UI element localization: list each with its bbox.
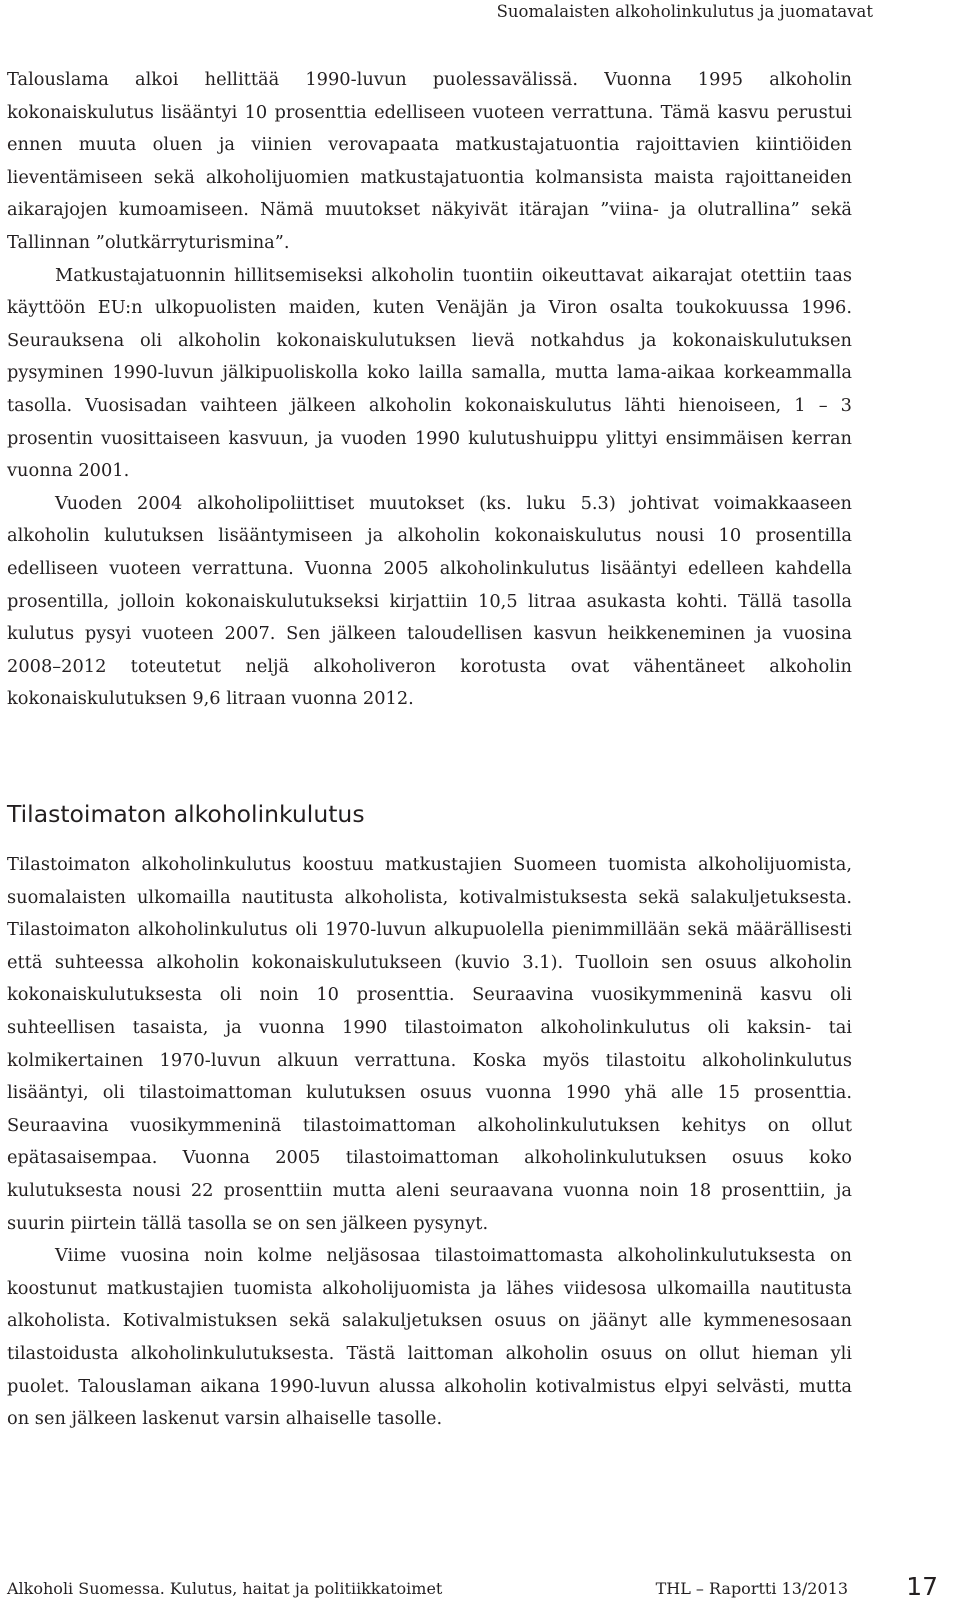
footer-report-number: THL – Raportti 13/2013 [655, 1579, 848, 1598]
paragraph: Vuoden 2004 alkoholipoliittiset muutokset (ks. luku 5.3) johtivat voimakkaaseen alkoholin kulutuksen lisääntymiseen ja alkoholin kokonaiskulutus nousi 10 prosentilla edelliseen vuoteen verrattuna. Vuonna 2005 alkoholinkulutus lisääntyi edelleen kahdella prosentilla, jolloin kokonaiskulutukseksi kirjattiin 10,5 litraa asukasta kohti. Tällä tasolla kulutus pysyi vuoteen 2007. Sen jälkeen taloudellisen kasvun heikkeneminen ja vuosina 2008–2012 toteutetut neljä alkoholiveron korotusta ovat vähentäneet alkoholin kokonaiskulutuksen 9,6 litraan vuonna 2012. [7, 492, 852, 710]
paragraph: Viime vuosina noin kolme neljäsosaa tilastoimattomasta alkoholinkulutuksesta on koostunut matkustajien tuomista alkoholijuomista ja lähes viidesosa ulkomailla nautitusta alkoholista. Kotivalmistuksen sekä salakuljetuksen osuus on jäänyt alle kymmenesosaan tilastoidusta alkoholinkulutuksesta. Tästä laittoman alkoholin osuus on ollut hieman yli puolet. Talouslaman aikana 1990-luvun alussa alkoholin kotivalmistus elpyi selvästi, mutta on sen jälkeen laskenut varsin alhaiselle tasolle. [7, 1245, 852, 1430]
paragraph: Matkustajatuonnin hillitsemiseksi alkoholin tuontiin oikeuttavat aikarajat otettiin taas käyttöön EU:n ulkopuolisten maiden, kuten Venäjän ja Viron osalta toukokuussa 1996. Seurauksena oli alkoholin kokonaiskulutuksen lievä notkahdus ja kokonaiskulutuksen pysyminen 1990-luvun jälkipuoliskolla koko lailla samalla, mutta lama-aikaa korkeammalla tasolla. Vuosisadan vaihteen jälkeen alkoholin kokonaiskulutus lähti hienoiseen, 1 – 3 prosentin vuosittaiseen kasvuun, ja vuoden 1990 kulutushuippu ylittyi ensimmäisen kerran vuonna 2001. [7, 264, 852, 482]
footer-publication-title: Alkoholi Suomessa. Kulutus, haitat ja politiikkatoimet [7, 1579, 443, 1598]
paragraph: Tilastoimaton alkoholinkulutus koostuu matkustajien Suomeen tuomista alkoholijuomista, suomalaisten ulkomailla nautitusta alkoholista, kotivalmistuksesta sekä salakuljetuksesta. Tilastoimaton alkoholinkulutus oli 1970-luvun alkupuolella pienimmillään sekä määrällisesti että suhteessa alkoholin kokonaiskulutukseen (kuvio 3.1). Tuolloin sen osuus alkoholin kokonaiskulutuksesta oli noin 10 prosenttia. Seuraavina vuosikymmeninä kasvu oli suhteellisen tasaista, ja vuonna 1990 tilastoimaton alkoholinkulutus oli kaksin- tai kolmikertainen 1970-luvun alkuun verrattuna. Koska myös tilastoitu alkoholinkulutus lisääntyi, oli tilastoimattoman kulutuksen osuus vuonna 1990 yhä alle 15 prosenttia. Seuraavina vuosikymmeninä tilastoimattoman alkoholinkulutuksen kehitys on ollut epätasaisempaa. Vuonna 2005 tilastoimattoman alkoholinkulutuksen osuus koko kulutuksesta nousi 22 prosenttiin mutta aleni seuraavana vuonna noin 18 prosenttiin, ja suurin piirtein tällä tasolla se on sen jälkeen pysynyt. [7, 854, 852, 1234]
running-header: Suomalaisten alkoholinkulutus ja juomatavat [496, 2, 873, 21]
page-number: 17 [906, 1572, 938, 1601]
section-heading: Tilastoimaton alkoholinkulutus [7, 800, 365, 828]
section-intro-text [7, 64, 852, 716]
paragraph: Talouslama alkoi hellittää 1990-luvun puolessavälissä. Vuonna 1995 alkoholin kokonaiskulutus lisääntyi 10 prosenttia edelliseen vuoteen verrattuna. Tämä kasvu perustui ennen muuta oluen ja viinien verovapaata matkustajatuontia rajoittavien kiintiöiden lieventämiseen sekä alkoholijuomien matkustajatuontia kolmansista maista rajoittaneiden aikarajojen kumoamiseen. Nämä muutokset näkyivät itärajan ”viina- ja olutrallina” sekä Tallinnan ”olutkärryturismina”. [7, 69, 852, 253]
section-unrecorded-text [7, 849, 852, 1436]
